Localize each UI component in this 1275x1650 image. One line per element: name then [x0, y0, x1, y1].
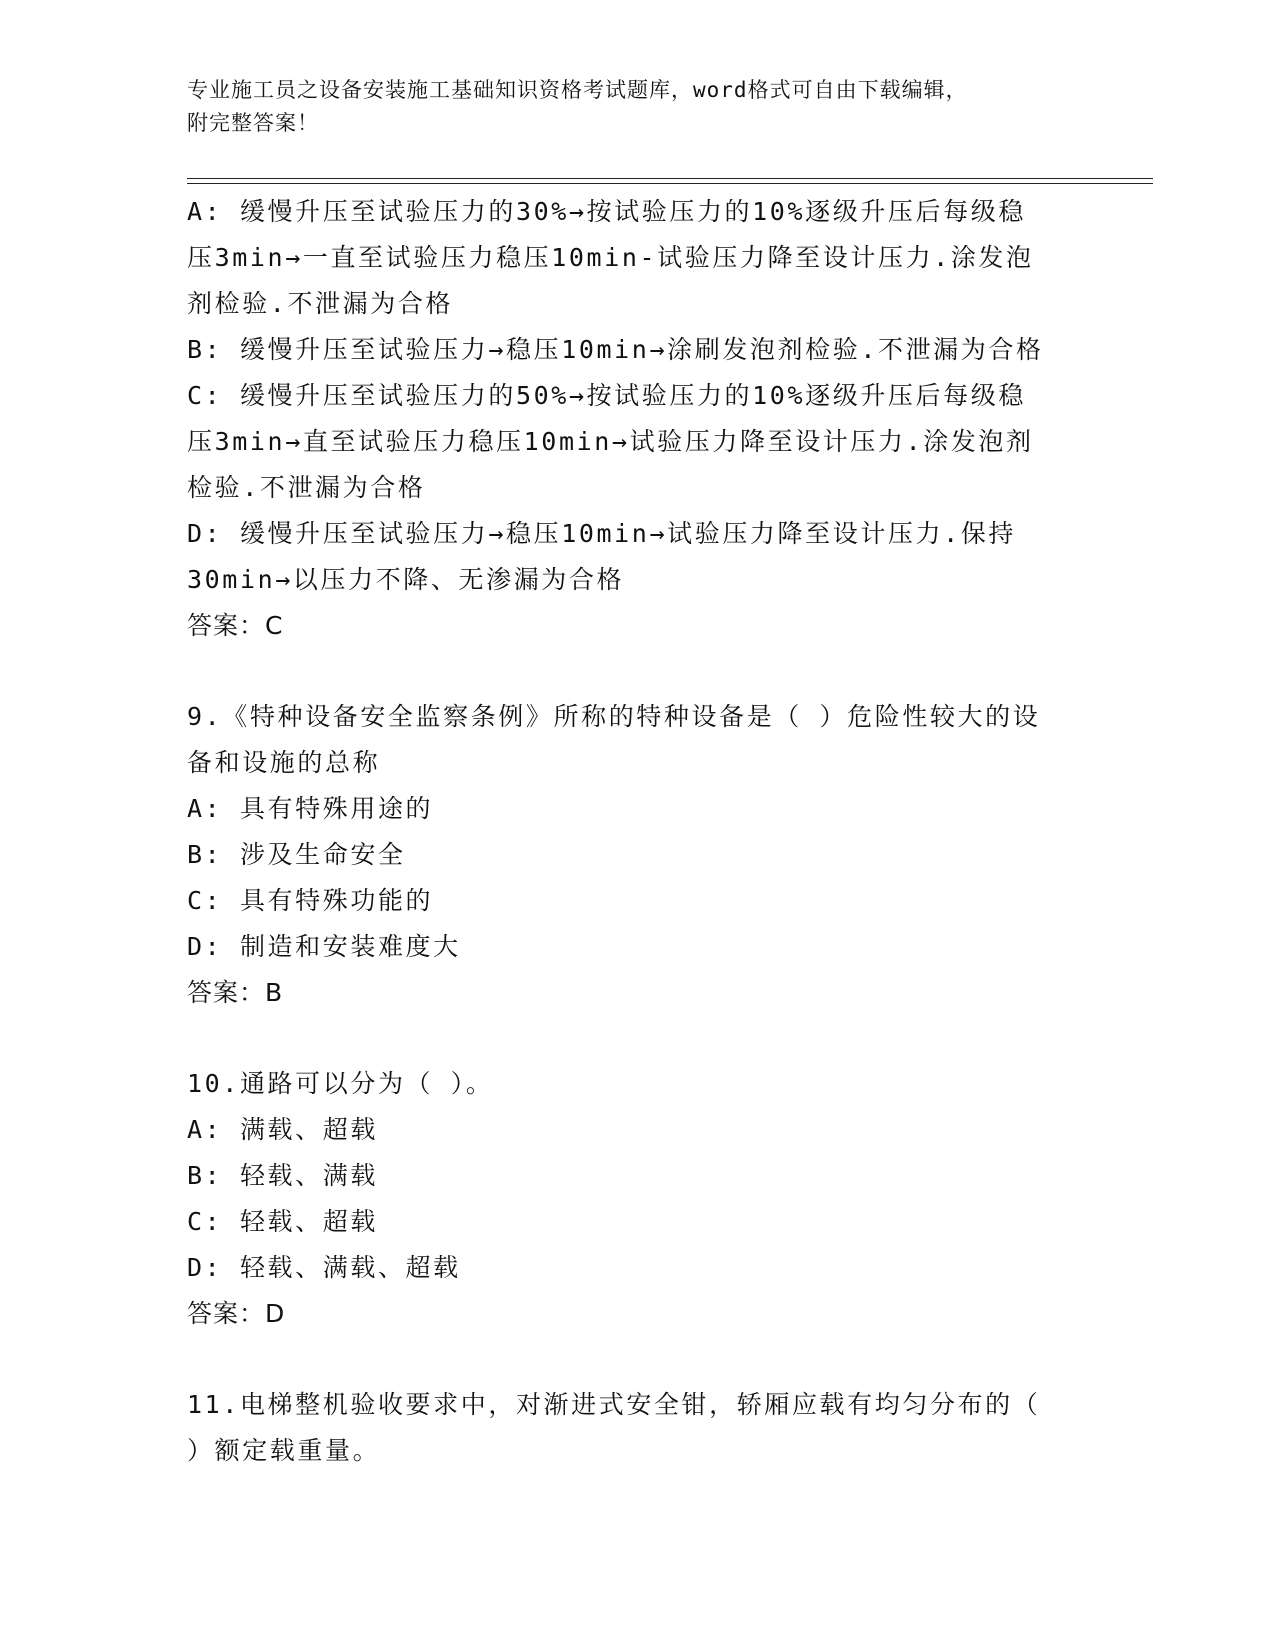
- question-11-block: [187, 1382, 1087, 1474]
- header-divider-top: [187, 178, 1153, 179]
- q11-question-line-2: ）额定载重量。: [187, 1436, 381, 1465]
- header-line-1: 专业施工员之设备安装施工基础知识资格考试题库，word格式可自由下载编辑，: [187, 78, 968, 102]
- q8-answer: 答案：C: [187, 611, 284, 640]
- question-9-block: [187, 694, 1087, 1016]
- q9-question-line-1: 9.《特种设备安全监察条例》所称的特种设备是（ ）危险性较大的设: [187, 702, 1041, 731]
- q8-option-d-line-2: 30min→以压力不降、无渗漏为合格: [187, 565, 625, 594]
- q10-option-b: B: 轻载、满载: [187, 1161, 378, 1190]
- q10-option-d: D: 轻载、满载、超载: [187, 1253, 461, 1282]
- q9-option-d: D: 制造和安装难度大: [187, 932, 461, 961]
- q8-option-c-line-1: C: 缓慢升压至试验压力的50%→按试验压力的10%逐级升压后每级稳: [187, 381, 1026, 410]
- q9-question-line-2: 备和设施的总称: [187, 748, 381, 777]
- question-8-block: [187, 189, 1087, 649]
- q10-option-c: C: 轻载、超载: [187, 1207, 378, 1236]
- q10-question: 10.通路可以分为（ ）。: [187, 1069, 494, 1098]
- q8-option-a-line-3: 剂检验.不泄漏为合格: [187, 289, 454, 318]
- spacer: [187, 1016, 1087, 1061]
- q10-option-a: A: 满载、超载: [187, 1115, 378, 1144]
- document-header: [187, 74, 1087, 140]
- header-line-2: 附完整答案！: [187, 111, 319, 135]
- q9-option-b: B: 涉及生命安全: [187, 840, 406, 869]
- q8-option-d-line-1: D: 缓慢升压至试验压力→稳压10min→试验压力降至设计压力.保持: [187, 519, 1016, 548]
- q8-option-a-line-2: 压3min→一直至试验压力稳压10min-试验压力降至设计压力.涂发泡: [187, 243, 1034, 272]
- q8-option-a-line-1: A: 缓慢升压至试验压力的30%→按试验压力的10%逐级升压后每级稳: [187, 197, 1026, 226]
- q8-option-c-line-2: 压3min→直至试验压力稳压10min→试验压力降至设计压力.涂发泡剂: [187, 427, 1034, 456]
- q9-answer: 答案：B: [187, 978, 284, 1007]
- spacer: [187, 1337, 1087, 1382]
- q9-option-c: C: 具有特殊功能的: [187, 886, 434, 915]
- q9-option-a: A: 具有特殊用途的: [187, 794, 434, 823]
- spacer: [187, 649, 1087, 694]
- q10-answer: 答案：D: [187, 1299, 286, 1328]
- q8-option-c-line-3: 检验.不泄漏为合格: [187, 473, 426, 502]
- header-divider-bottom: [187, 183, 1153, 184]
- q8-option-b-line-1: B: 缓慢升压至试验压力→稳压10min→涂刷发泡剂检验.不泄漏为合格: [187, 335, 1044, 364]
- question-list: [187, 189, 1087, 1474]
- question-10-block: [187, 1061, 1087, 1337]
- q11-question-line-1: 11.电梯整机验收要求中，对渐进式安全钳，轿厢应载有均匀分布的（: [187, 1390, 1041, 1419]
